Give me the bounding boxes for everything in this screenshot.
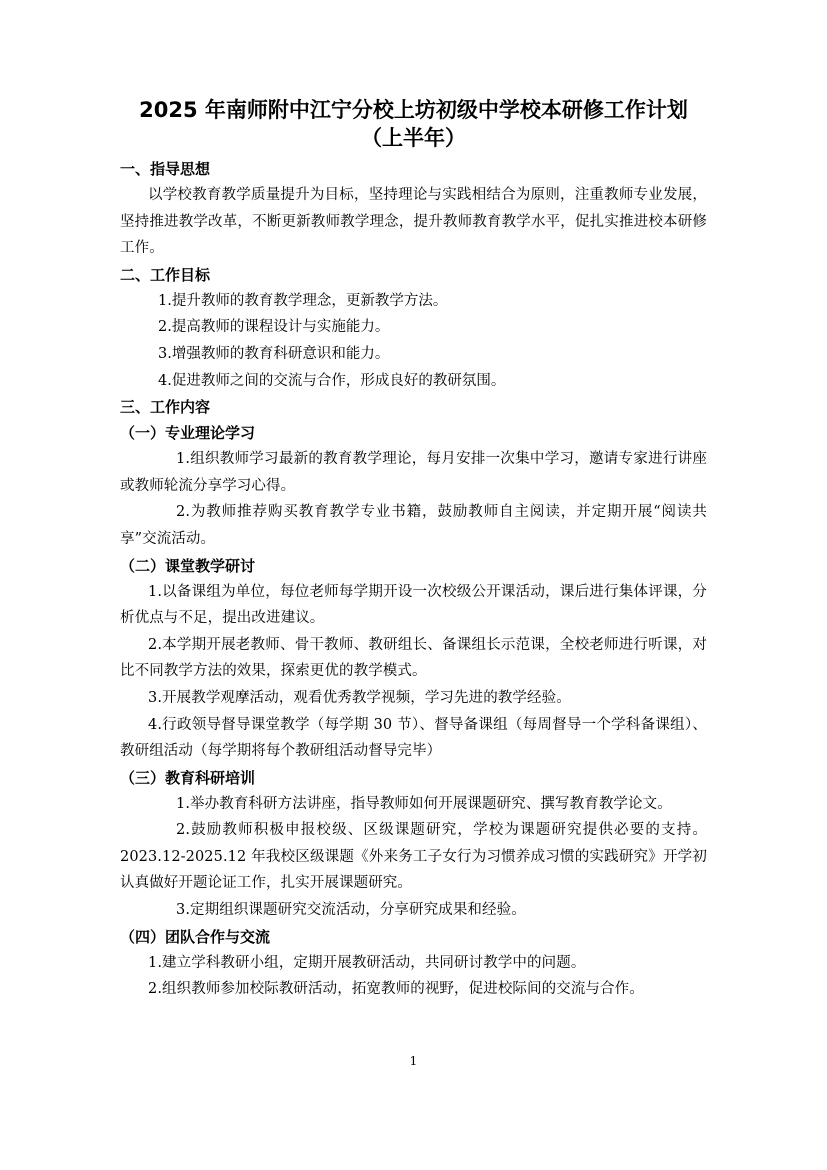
teamwork-paragraph: 1.建立学科教研小组，定期开展教研活动，共同研讨教学中的问题。 bbox=[148, 954, 586, 971]
subsection-heading-classroom: （二）课堂教学研讨 bbox=[120, 556, 256, 575]
theory-paragraph: 1.组织教师学习最新的教育教学理论，每月安排一次集中学习，邀请专家进行讲座或教师轮流分享学习心得。 bbox=[120, 451, 707, 494]
goal-item: 3.增强教师的教育科研意识和能力。 bbox=[158, 345, 390, 362]
subsection-heading-teamwork: （四）团队合作与交流 bbox=[120, 927, 271, 946]
theory-paragraph: 2.为教师推荐购买教育教学专业书籍，鼓励教师自主阅读，并定期开展“阅读共享”交流活动。 bbox=[120, 504, 707, 547]
research-paragraph: 1.举办教育科研方法讲座，指导教师如何开展课题研究、撰写教育教学论文。 bbox=[176, 795, 672, 812]
section-heading-goals: 二、工作目标 bbox=[120, 265, 211, 284]
teamwork-paragraph: 2.组织教师参加校际教研活动，拓宽教师的视野，促进校际间的交流与合作。 bbox=[148, 981, 644, 998]
classroom-paragraph: 1.以备课组为单位，每位老师每学期开设一次校级公开课活动，课后进行集体评课，分析优点与不足，提出改进建议。 bbox=[120, 583, 707, 627]
goal-item: 4.促进教师之间的交流与合作，形成良好的教研氛围。 bbox=[158, 372, 506, 389]
page-title: 2025 年南师附中江宁分校上坊初级中学校本研修工作计划 bbox=[139, 98, 688, 122]
research-paragraph: 2.鼓励教师积极申报校级、区级课题研究，学校为课题研究提供必要的支持。2023.12-2025.12 年我校区级课题《外来务工子女行为习惯养成习惯的实践研究》开学初认真做好开题论证工作，扎实开展课题研究。 bbox=[120, 822, 707, 892]
section-heading-content: 三、工作内容 bbox=[120, 398, 211, 417]
research-paragraph: 3.定期组织课题研究交流活动，分享研究成果和经验。 bbox=[176, 902, 526, 919]
section-heading-guiding: 一、指导思想 bbox=[120, 160, 211, 178]
classroom-paragraph: 4.行政领导督导课堂教学（每学期 30 节）、督导备课组（每周督导一个学科备课组）、教研组活动（每学期将每个教研组活动督导完毕） bbox=[120, 716, 707, 760]
classroom-paragraph: 2.本学期开展老教师、骨干教师、教研组长、备课组长示范课，全校老师进行听课，对比不同教学方法的效果，探索更优的教学模式。 bbox=[120, 636, 707, 680]
subsection-heading-theory: （一）专业理论学习 bbox=[120, 424, 256, 443]
page-number: 1 bbox=[409, 1054, 418, 1068]
classroom-paragraph: 3.开展教学观摩活动，观看优秀教学视频，学习先进的教学经验。 bbox=[148, 689, 571, 706]
subsection-heading-research: （三）教育科研培训 bbox=[120, 768, 256, 787]
guiding-paragraph: 以学校教育教学质量提升为目标，坚持理论与实践相结合为原则，注重教师专业发展，坚持推进教学改革，不断更新教师教学理念，提升教师教育教学水平，促扎实推进校本研修工作。 bbox=[120, 187, 707, 257]
page-subtitle: （上半年） bbox=[361, 126, 466, 150]
goal-item: 1.提升教师的教育教学理念，更新教学方法。 bbox=[158, 292, 448, 309]
goal-item: 2.提高教师的课程设计与实施能力。 bbox=[158, 319, 390, 336]
